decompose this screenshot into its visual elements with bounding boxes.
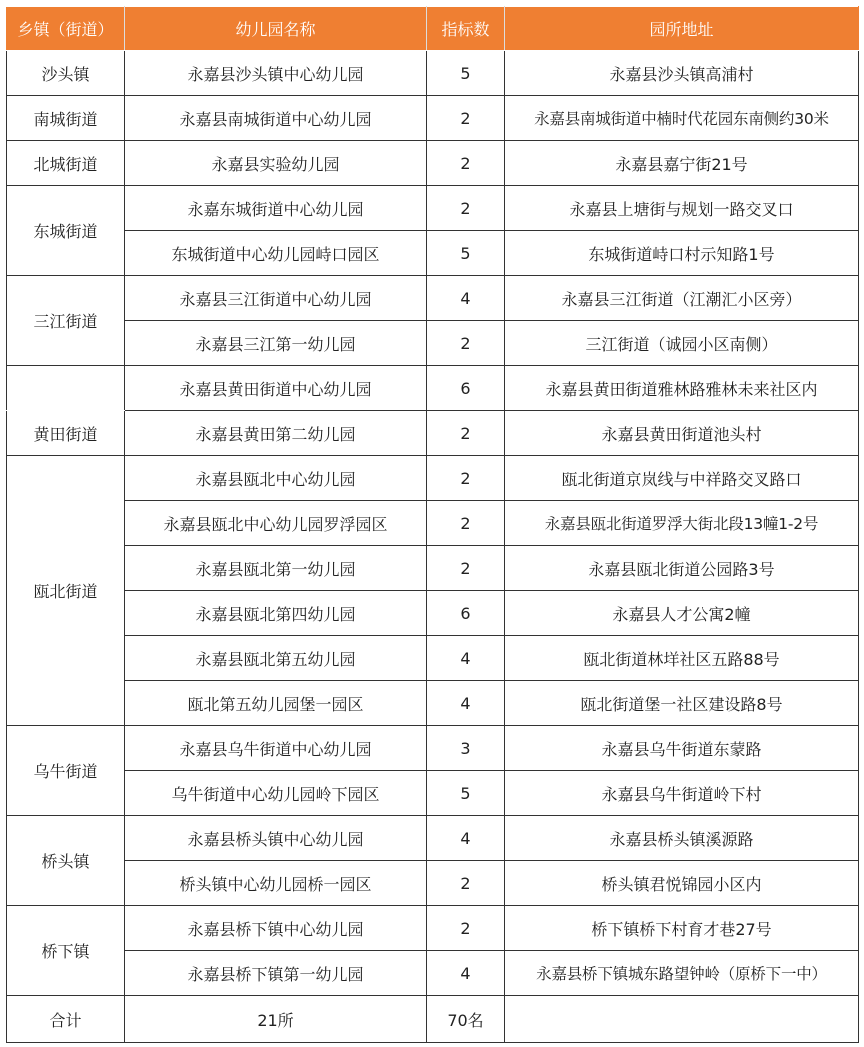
name-cell: 永嘉县瓯北中心幼儿园罗浮园区 [125, 501, 427, 546]
quota-cell: 4 [427, 816, 505, 861]
address-cell: 永嘉县黄田街道雅林路雅林未来社区内 [505, 366, 859, 411]
name-cell: 永嘉东城街道中心幼儿园 [125, 186, 427, 231]
table-row [7, 456, 859, 501]
table-row [7, 546, 859, 591]
quota-cell: 2 [427, 186, 505, 231]
total-address [505, 996, 859, 1043]
town-cell: 桥下镇 [7, 906, 125, 996]
name-cell: 永嘉县桥下镇中心幼儿园 [125, 906, 427, 951]
quota-cell: 3 [427, 726, 505, 771]
quota-cell: 5 [427, 51, 505, 96]
quota-cell: 6 [427, 366, 505, 411]
name-cell: 永嘉县黄田街道中心幼儿园 [125, 366, 427, 411]
quota-cell: 2 [427, 456, 505, 501]
address-cell: 瓯北街道林垟社区五路88号 [505, 636, 859, 681]
quota-cell: 2 [427, 321, 505, 366]
address-cell: 永嘉县瓯北街道罗浮大街北段13幢1-2号 [505, 501, 859, 546]
name-cell: 永嘉县沙头镇中心幼儿园 [125, 51, 427, 96]
quota-cell: 2 [427, 411, 505, 456]
table-row [7, 906, 859, 951]
town-cell: 桥头镇 [7, 816, 125, 906]
town-cell: 瓯北街道 [7, 456, 125, 726]
quota-cell: 2 [427, 501, 505, 546]
total-quota: 70名 [427, 996, 505, 1043]
table-row [7, 681, 859, 726]
town-cell: 乌牛街道 [7, 726, 125, 816]
address-cell: 永嘉县沙头镇高浦村 [505, 51, 859, 96]
name-cell: 乌牛街道中心幼儿园岭下园区 [125, 771, 427, 816]
address-cell: 瓯北街道京岚线与中祥路交叉路口 [505, 456, 859, 501]
address-cell: 瓯北街道堡一社区建设路8号 [505, 681, 859, 726]
table-row [7, 411, 859, 456]
header-quota: 指标数 [427, 7, 505, 51]
name-cell: 永嘉县黄田第二幼儿园 [125, 411, 427, 456]
total-schools: 21所 [125, 996, 427, 1043]
quota-cell: 4 [427, 681, 505, 726]
table-row [7, 96, 859, 141]
table-row [7, 636, 859, 681]
name-cell: 永嘉县瓯北第一幼儿园 [125, 546, 427, 591]
name-cell: 东城街道中心幼儿园峙口园区 [125, 231, 427, 276]
address-cell: 永嘉县桥头镇溪源路 [505, 816, 859, 861]
quota-cell: 2 [427, 546, 505, 591]
town-cell: 三江街道 [7, 276, 125, 366]
header-kindergarten-name: 幼儿园名称 [125, 7, 427, 51]
table-row [7, 771, 859, 816]
table-row [7, 141, 859, 186]
address-cell: 永嘉县乌牛街道岭下村 [505, 771, 859, 816]
name-cell: 桥头镇中心幼儿园桥一园区 [125, 861, 427, 906]
name-cell: 瓯北第五幼儿园堡一园区 [125, 681, 427, 726]
name-cell: 永嘉县瓯北第五幼儿园 [125, 636, 427, 681]
quota-cell: 5 [427, 231, 505, 276]
name-cell: 永嘉县三江街道中心幼儿园 [125, 276, 427, 321]
address-cell: 永嘉县南城街道中楠时代花园东南侧约30米 [505, 96, 859, 141]
header-address: 园所地址 [505, 7, 859, 51]
table-row [7, 591, 859, 636]
quota-cell: 4 [427, 276, 505, 321]
quota-cell: 2 [427, 861, 505, 906]
name-cell: 永嘉县乌牛街道中心幼儿园 [125, 726, 427, 771]
address-cell: 永嘉县乌牛街道东蒙路 [505, 726, 859, 771]
name-cell: 永嘉县桥头镇中心幼儿园 [125, 816, 427, 861]
table-row [7, 321, 859, 366]
header-town: 乡镇（街道） [7, 7, 125, 51]
town-cell: 沙头镇 [7, 51, 125, 96]
table-row [7, 861, 859, 906]
address-cell: 三江街道（诚园小区南侧） [505, 321, 859, 366]
table-row [7, 51, 859, 96]
quota-cell: 4 [427, 636, 505, 681]
town-cell: 黄田街道 [7, 411, 125, 456]
total-row [7, 996, 859, 1043]
table-row [7, 366, 859, 411]
address-cell: 永嘉县三江街道（江潮汇小区旁） [505, 276, 859, 321]
table-row [7, 951, 859, 996]
quota-cell: 4 [427, 951, 505, 996]
kindergarten-quota-table [6, 6, 859, 1043]
quota-cell: 2 [427, 96, 505, 141]
name-cell: 永嘉县三江第一幼儿园 [125, 321, 427, 366]
address-cell: 永嘉县黄田街道池头村 [505, 411, 859, 456]
name-cell: 永嘉县实验幼儿园 [125, 141, 427, 186]
address-cell: 桥头镇君悦锦园小区内 [505, 861, 859, 906]
town-cell [7, 366, 125, 411]
quota-cell: 5 [427, 771, 505, 816]
address-cell: 永嘉县人才公寓2幢 [505, 591, 859, 636]
town-cell: 北城街道 [7, 141, 125, 186]
address-cell: 桥下镇桥下村育才巷27号 [505, 906, 859, 951]
quota-cell: 6 [427, 591, 505, 636]
name-cell: 永嘉县南城街道中心幼儿园 [125, 96, 427, 141]
quota-cell: 2 [427, 906, 505, 951]
total-label: 合计 [7, 996, 125, 1043]
name-cell: 永嘉县瓯北第四幼儿园 [125, 591, 427, 636]
address-cell: 永嘉县瓯北街道公园路3号 [505, 546, 859, 591]
address-cell: 东城街道峙口村示知路1号 [505, 231, 859, 276]
address-cell: 永嘉县上塘街与规划一路交叉口 [505, 186, 859, 231]
town-cell: 南城街道 [7, 96, 125, 141]
table-row [7, 276, 859, 321]
town-cell: 东城街道 [7, 186, 125, 276]
address-cell: 永嘉县桥下镇城东路望钟岭（原桥下一中） [505, 951, 859, 996]
name-cell: 永嘉县桥下镇第一幼儿园 [125, 951, 427, 996]
table-row [7, 726, 859, 771]
table-row [7, 501, 859, 546]
table-row [7, 816, 859, 861]
table-header-row [7, 7, 859, 51]
table-row [7, 231, 859, 276]
quota-cell: 2 [427, 141, 505, 186]
table-row [7, 186, 859, 231]
address-cell: 永嘉县嘉宁街21号 [505, 141, 859, 186]
name-cell: 永嘉县瓯北中心幼儿园 [125, 456, 427, 501]
